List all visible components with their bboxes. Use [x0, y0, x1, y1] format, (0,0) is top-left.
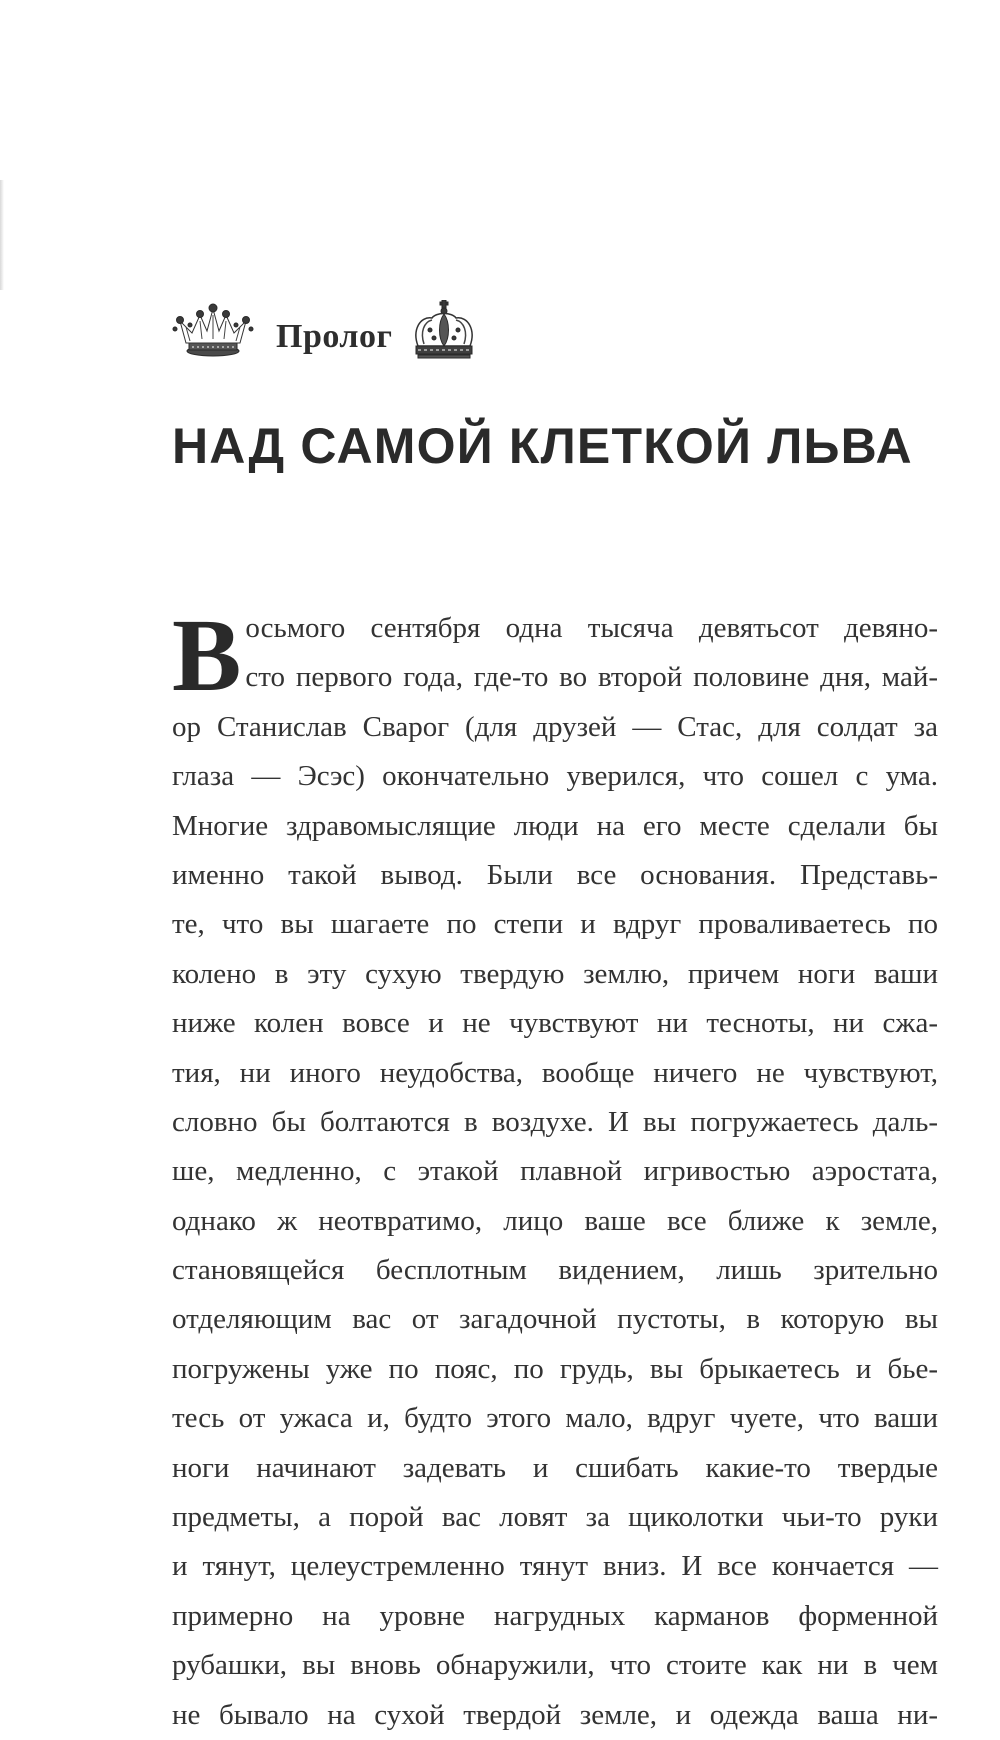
prolog-heading: [172, 296, 478, 366]
crown-right-icon: [410, 300, 478, 362]
text-line: становящейся бесплотным видением, лишь зрительно: [172, 1254, 938, 1287]
text-line: сто первого года, где-то во второй половине дня, май-: [245, 661, 938, 694]
text-line: рубашки, вы вновь обнаружили, что стоите как ни в чем: [172, 1649, 938, 1682]
text-line: тесь от ужаса и, будто этого мало, вдруг чуете, что ваши: [172, 1402, 938, 1435]
chapter-title: НАД САМОЙ КЛЕТКОЙ ЛЬВА: [172, 418, 913, 474]
text-line: глаза — Эсэс) окончательно уверился, что сошел с ума.: [172, 760, 938, 793]
text-line: ноги начинают задевать и сшибать какие-то твердые: [172, 1451, 938, 1484]
body-text: [172, 598, 938, 1740]
text-line: и тянут, целеустремленно тянут вниз. И все кончается —: [172, 1550, 938, 1583]
text-line: ше, медленно, с этакой плавной игривостью аэростата,: [172, 1155, 938, 1188]
text-line: однако ж неотвратимо, лицо ваше все ближе к земле,: [172, 1204, 938, 1237]
text-line: погружены уже по пояс, по грудь, вы брыкаетесь и бье-: [172, 1352, 938, 1385]
page-edge-shadow: [0, 180, 4, 290]
text-line: ниже колен вовсе и не чувствуют ни тесноты, ни сжа-: [172, 1007, 938, 1040]
text-line: ор Станислав Сварог (для друзей — Стас, для солдат за: [172, 710, 938, 743]
prolog-label: Пролог: [276, 318, 393, 355]
text-line: колено в эту сухую твердую землю, причем ноги ваши: [172, 957, 938, 990]
text-line: именно такой вывод. Были все основания. Представь-: [172, 858, 938, 891]
text-line: предметы, а порой вас ловят за щиколотки чьи-то руки: [172, 1501, 938, 1534]
text-line: примерно на уровне нагрудных карманов форменной: [172, 1599, 938, 1632]
text-line: Многие здравомыслящие люди на его месте сделали бы: [172, 809, 938, 842]
text-line: отделяющим вас от загадочной пустоты, в которую вы: [172, 1303, 938, 1336]
text-line: тия, ни иного неудобства, вообще ничего не чувствуют,: [172, 1056, 938, 1089]
first-paragraph-opening: [172, 598, 938, 713]
crown-left-icon: [172, 303, 254, 359]
text-line: осьмого сентября одна тысяча девятьсот девяно-: [245, 612, 938, 644]
text-line: те, что вы шагаете по степи и вдруг проваливаетесь по: [172, 908, 938, 941]
text-line: словно бы болтаются в воздухе. И вы погружаетесь даль-: [172, 1105, 938, 1138]
text-line: не бывало на сухой твердой земле, и одежда ваша ни-: [172, 1698, 938, 1731]
drop-cap: В: [172, 598, 242, 713]
